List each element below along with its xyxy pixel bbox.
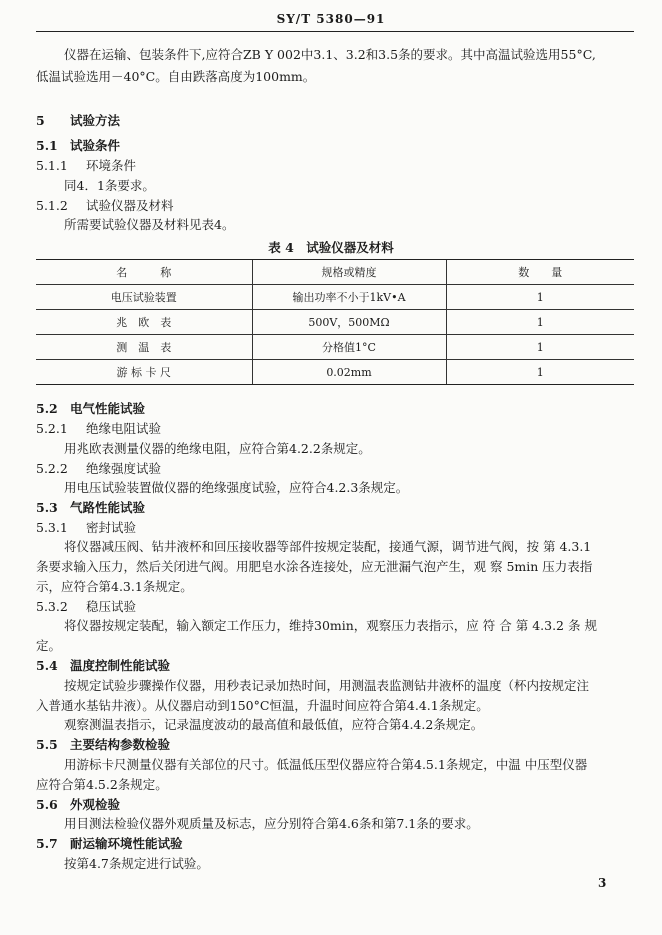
section-5-5-line-1: 用游标卡尺测量仪器有关部位的尺寸。低温低压型仪器应符合第4.5.1条规定，中温 中压型仪器 [64, 757, 588, 772]
section-5-3-heading [36, 497, 636, 518]
section-5-3-1-line-2: 条要求输入压力，然后关闭进气阀。用肥皂水涂各连接处，应无泄漏气泡产生，观 察 5min 压力表指 [36, 559, 593, 574]
table-row [36, 285, 634, 310]
section-5-7-heading [36, 833, 636, 854]
section-title: 外观检验 [70, 797, 121, 812]
section-5-1-2-heading [36, 195, 636, 216]
section-number: 5.2.1 [36, 421, 68, 436]
table-4 [36, 259, 634, 385]
section-title: 试验条件 [70, 138, 121, 153]
intro-line-1: 仪器在运输、包装条件下,应符合ZB Y 002中3.1、3.2和3.5条的要求。其中高温试验选用55°C, [64, 47, 596, 62]
section-5-2-1-heading [36, 418, 636, 439]
section-5-3-2-heading [36, 596, 636, 617]
cell-name: 兆 欧 表 [36, 310, 252, 335]
section-title: 环境条件 [86, 158, 137, 173]
section-5-2-1-text: 用兆欧表测量仪器的绝缘电阻，应符合第4.2.2条规定。 [64, 441, 371, 456]
section-5-1-1-heading [36, 155, 636, 176]
table-row [36, 335, 634, 360]
section-5-6-heading [36, 794, 636, 815]
section-5-1-heading [36, 135, 636, 156]
section-number: 5.3.1 [36, 520, 68, 535]
section-number: 5.7 [36, 836, 58, 851]
section-5-3-2-line-1: 将仪器按规定装配，输入额定工作压力，维持30min，观察压力表指示，应 符 合 第 4.3.2 条 规 [64, 618, 597, 633]
section-5-1-1-text: 同4．1条要求。 [64, 178, 155, 193]
table-row [36, 360, 634, 385]
cell-spec: 输出功率不小于1kV•A [252, 285, 446, 310]
section-5-4-line-1: 按规定试验步骤操作仪器，用秒表记录加热时间，用测温表监测钻井液杯的温度（杯内按规定注 [64, 678, 590, 693]
cell-name: 测 温 表 [36, 335, 252, 360]
section-5-6-line-1: 用目测法检验仪器外观质量及标志，应分别符合第4.6条和第7.1条的要求。 [64, 816, 479, 831]
cell-spec: 500V，500MΩ [252, 310, 446, 335]
page-number: 3 [598, 876, 607, 890]
section-5-3-1-heading [36, 517, 636, 538]
section-number: 5.1 [36, 138, 58, 153]
table-row [36, 310, 634, 335]
section-title: 气路性能试验 [70, 500, 146, 515]
table-4-title: 表 4 试验仪器及材料 [268, 240, 394, 255]
section-title: 密封试验 [86, 520, 137, 535]
section-title: 温度控制性能试验 [70, 658, 171, 673]
header-name: 名 称 [36, 260, 252, 285]
cell-spec: 0.02mm [252, 360, 446, 385]
cell-qty: 1 [446, 285, 634, 310]
header-qty: 数 量 [446, 260, 634, 285]
section-number: 5.2.2 [36, 461, 68, 476]
cell-qty: 1 [446, 310, 634, 335]
section-5-7-line-1: 按第4.7条规定进行试验。 [64, 856, 209, 871]
standard-code-header: SY/T 5380—91 [276, 12, 386, 26]
section-5-1-2-text: 所需要试验仪器及材料见表4。 [64, 217, 235, 232]
header-spec: 规格或精度 [252, 260, 446, 285]
cell-spec: 分格值1°C [252, 335, 446, 360]
section-title: 耐运输环境性能试验 [70, 836, 183, 851]
intro-line-2: 低温试验选用－40°C。自由跌落高度为100mm。 [36, 69, 316, 84]
section-5-5-heading [36, 734, 636, 755]
section-title: 试验方法 [70, 113, 121, 128]
header-rule [36, 31, 634, 32]
section-5-2-2-text: 用电压试验装置做仪器的绝缘强度试验，应符合4.2.3条规定。 [64, 480, 409, 495]
section-5-4-line-2: 入普通水基钻井液）。从仪器启动到150°C恒温，升温时间应符合第4.4.1条规定。 [36, 698, 489, 713]
section-title: 试验仪器及材料 [86, 198, 174, 213]
section-5-5-line-2: 应符合第4.5.2条规定。 [36, 777, 168, 792]
section-number: 5 [36, 113, 45, 128]
section-5-3-2-line-2: 定。 [36, 638, 62, 653]
section-title: 绝缘强度试验 [86, 461, 162, 476]
table-header-row [36, 260, 634, 285]
cell-name: 电压试验装置 [36, 285, 252, 310]
section-title: 电气性能试验 [70, 401, 146, 416]
section-number: 5.1.1 [36, 158, 68, 173]
section-5-3-1-line-1: 将仪器减压阀、钻井液杯和回压接收器等部件按规定装配，接通气源，调节进气阀，按 第 4.3.1 [64, 539, 592, 554]
section-5-4-heading [36, 655, 636, 676]
section-title: 稳压试验 [86, 599, 137, 614]
section-title: 主要结构参数检验 [70, 737, 171, 752]
section-title: 绝缘电阻试验 [86, 421, 162, 436]
section-5-3-1-line-3: 示，应符合第4.3.1条规定。 [36, 579, 193, 594]
section-5-2-heading [36, 398, 636, 419]
cell-qty: 1 [446, 360, 634, 385]
section-5-4-line-3: 观察测温表指示，记录温度波动的最高值和最低值，应符合第4.4.2条规定。 [64, 717, 484, 732]
section-number: 5.3.2 [36, 599, 68, 614]
section-number: 5.6 [36, 797, 58, 812]
section-5-heading [36, 110, 636, 131]
section-number: 5.4 [36, 658, 58, 673]
cell-name: 游 标 卡 尺 [36, 360, 252, 385]
section-number: 5.1.2 [36, 198, 68, 213]
section-number: 5.2 [36, 401, 58, 416]
section-5-2-2-heading [36, 458, 636, 479]
cell-qty: 1 [446, 335, 634, 360]
section-number: 5.3 [36, 500, 58, 515]
section-number: 5.5 [36, 737, 58, 752]
